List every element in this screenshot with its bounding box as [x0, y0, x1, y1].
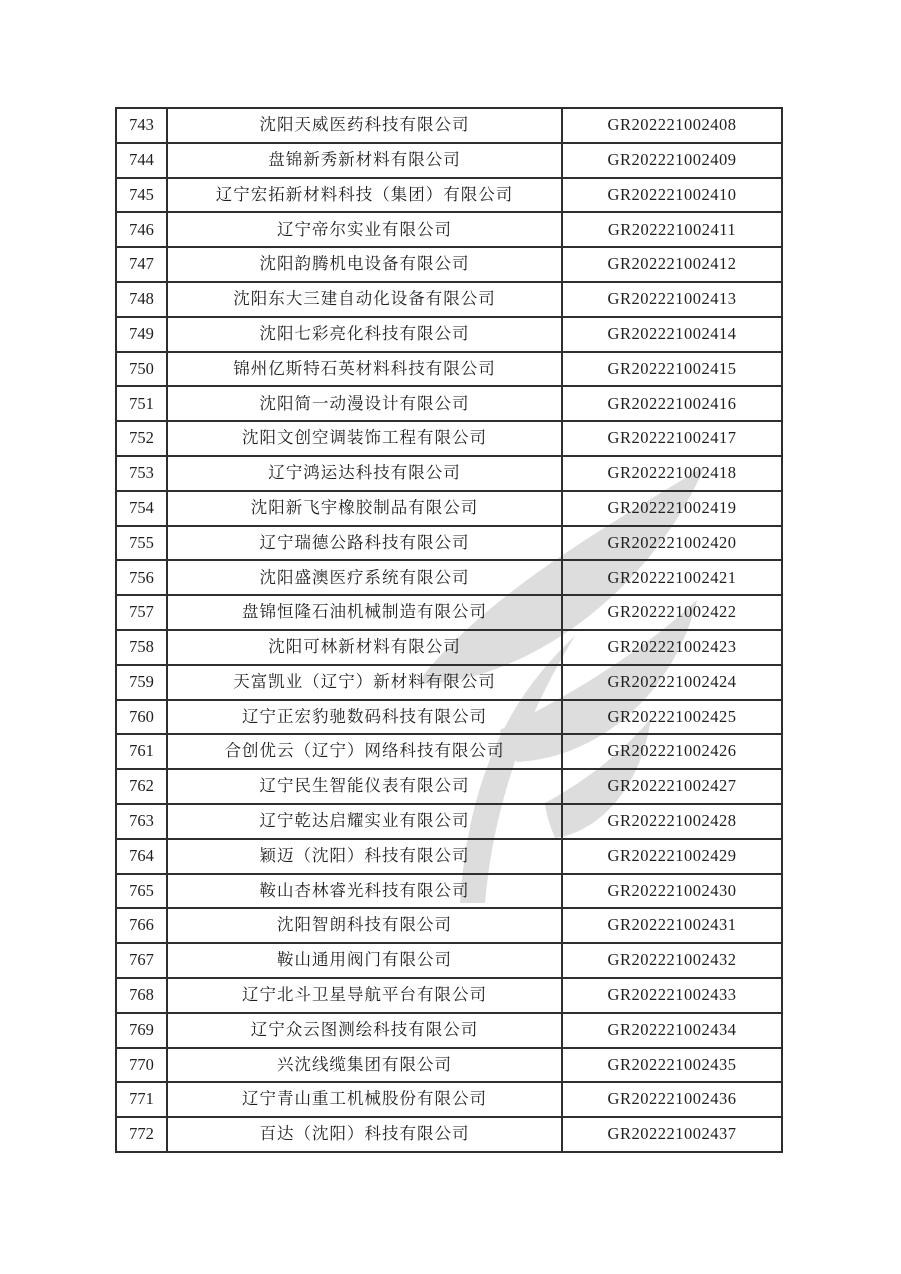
row-number: 760	[116, 700, 167, 735]
company-name: 兴沈线缆集团有限公司	[167, 1048, 562, 1083]
table-row	[116, 630, 782, 665]
certificate-code: GR202221002424	[562, 665, 782, 700]
table-row	[116, 386, 782, 421]
certificate-code: GR202221002434	[562, 1013, 782, 1048]
table-row	[116, 178, 782, 213]
company-name: 沈阳盛澳医疗系统有限公司	[167, 560, 562, 595]
certificate-code: GR202221002420	[562, 526, 782, 561]
table-row	[116, 978, 782, 1013]
table-row	[116, 352, 782, 387]
company-name: 沈阳文创空调装饰工程有限公司	[167, 421, 562, 456]
company-name: 沈阳韵腾机电设备有限公司	[167, 247, 562, 282]
company-name: 辽宁瑞德公路科技有限公司	[167, 526, 562, 561]
row-number: 765	[116, 874, 167, 909]
certificate-code: GR202221002435	[562, 1048, 782, 1083]
table-row	[116, 769, 782, 804]
table-row	[116, 1082, 782, 1117]
certificate-code: GR202221002426	[562, 734, 782, 769]
row-number: 759	[116, 665, 167, 700]
certificate-code: GR202221002421	[562, 560, 782, 595]
company-name: 百达（沈阳）科技有限公司	[167, 1117, 562, 1152]
table-row	[116, 282, 782, 317]
table-row	[116, 108, 782, 143]
company-name: 鞍山杏林睿光科技有限公司	[167, 874, 562, 909]
table-row	[116, 1117, 782, 1152]
company-name: 辽宁北斗卫星导航平台有限公司	[167, 978, 562, 1013]
row-number: 758	[116, 630, 167, 665]
table-row	[116, 247, 782, 282]
company-name: 锦州亿斯特石英材料科技有限公司	[167, 352, 562, 387]
company-name: 颖迈（沈阳）科技有限公司	[167, 839, 562, 874]
row-number: 748	[116, 282, 167, 317]
table-row	[116, 212, 782, 247]
company-name: 辽宁众云图测绘科技有限公司	[167, 1013, 562, 1048]
certificate-code: GR202221002419	[562, 491, 782, 526]
table-row	[116, 908, 782, 943]
table-row	[116, 491, 782, 526]
table-row	[116, 317, 782, 352]
table-row	[116, 421, 782, 456]
company-name: 辽宁乾达启耀实业有限公司	[167, 804, 562, 839]
company-name: 辽宁宏拓新材料科技（集团）有限公司	[167, 178, 562, 213]
row-number: 743	[116, 108, 167, 143]
company-name: 沈阳新飞宇橡胶制品有限公司	[167, 491, 562, 526]
certificate-code: GR202221002432	[562, 943, 782, 978]
company-name: 沈阳智朗科技有限公司	[167, 908, 562, 943]
company-name: 沈阳天威医药科技有限公司	[167, 108, 562, 143]
table-row	[116, 734, 782, 769]
company-name: 天富凯业（辽宁）新材料有限公司	[167, 665, 562, 700]
row-number: 772	[116, 1117, 167, 1152]
row-number: 764	[116, 839, 167, 874]
certificate-code: GR202221002427	[562, 769, 782, 804]
table-row	[116, 700, 782, 735]
certificate-code: GR202221002412	[562, 247, 782, 282]
row-number: 746	[116, 212, 167, 247]
company-name: 沈阳简一动漫设计有限公司	[167, 386, 562, 421]
company-name: 合创优云（辽宁）网络科技有限公司	[167, 734, 562, 769]
certificate-code: GR202221002416	[562, 386, 782, 421]
row-number: 763	[116, 804, 167, 839]
row-number: 757	[116, 595, 167, 630]
company-name: 盘锦恒隆石油机械制造有限公司	[167, 595, 562, 630]
row-number: 770	[116, 1048, 167, 1083]
company-name: 辽宁青山重工机械股份有限公司	[167, 1082, 562, 1117]
certificate-code: GR202221002418	[562, 456, 782, 491]
company-name: 沈阳东大三建自动化设备有限公司	[167, 282, 562, 317]
table-row	[116, 143, 782, 178]
certificate-table	[115, 107, 783, 1153]
certificate-code: GR202221002422	[562, 595, 782, 630]
certificate-code: GR202221002408	[562, 108, 782, 143]
row-number: 754	[116, 491, 167, 526]
row-number: 747	[116, 247, 167, 282]
row-number: 750	[116, 352, 167, 387]
company-name: 辽宁正宏豹驰数码科技有限公司	[167, 700, 562, 735]
certificate-table-body	[116, 108, 782, 1152]
company-name: 沈阳可林新材料有限公司	[167, 630, 562, 665]
certificate-code: GR202221002423	[562, 630, 782, 665]
table-row	[116, 804, 782, 839]
row-number: 751	[116, 386, 167, 421]
row-number: 745	[116, 178, 167, 213]
row-number: 771	[116, 1082, 167, 1117]
certificate-code: GR202221002430	[562, 874, 782, 909]
certificate-code: GR202221002437	[562, 1117, 782, 1152]
company-name: 鞍山通用阀门有限公司	[167, 943, 562, 978]
company-name: 辽宁鸿运达科技有限公司	[167, 456, 562, 491]
row-number: 749	[116, 317, 167, 352]
certificate-code: GR202221002409	[562, 143, 782, 178]
row-number: 769	[116, 1013, 167, 1048]
certificate-code: GR202221002411	[562, 212, 782, 247]
certificate-code: GR202221002414	[562, 317, 782, 352]
certificate-code: GR202221002417	[562, 421, 782, 456]
row-number: 744	[116, 143, 167, 178]
table-row	[116, 456, 782, 491]
table-row	[116, 1013, 782, 1048]
certificate-code: GR202221002425	[562, 700, 782, 735]
certificate-code: GR202221002431	[562, 908, 782, 943]
row-number: 756	[116, 560, 167, 595]
certificate-code: GR202221002413	[562, 282, 782, 317]
certificate-code: GR202221002415	[562, 352, 782, 387]
certificate-code: GR202221002436	[562, 1082, 782, 1117]
table-row	[116, 595, 782, 630]
table-row	[116, 943, 782, 978]
certificate-code: GR202221002428	[562, 804, 782, 839]
table-row	[116, 874, 782, 909]
table-row	[116, 665, 782, 700]
company-name: 辽宁帝尔实业有限公司	[167, 212, 562, 247]
row-number: 753	[116, 456, 167, 491]
row-number: 768	[116, 978, 167, 1013]
company-name: 辽宁民生智能仪表有限公司	[167, 769, 562, 804]
company-name: 沈阳七彩亮化科技有限公司	[167, 317, 562, 352]
table-row	[116, 526, 782, 561]
row-number: 762	[116, 769, 167, 804]
table-row	[116, 560, 782, 595]
company-name: 盘锦新秀新材料有限公司	[167, 143, 562, 178]
row-number: 761	[116, 734, 167, 769]
certificate-code: GR202221002429	[562, 839, 782, 874]
row-number: 766	[116, 908, 167, 943]
certificate-code: GR202221002410	[562, 178, 782, 213]
row-number: 767	[116, 943, 167, 978]
certificate-code: GR202221002433	[562, 978, 782, 1013]
row-number: 755	[116, 526, 167, 561]
table-row	[116, 1048, 782, 1083]
table-row	[116, 839, 782, 874]
row-number: 752	[116, 421, 167, 456]
